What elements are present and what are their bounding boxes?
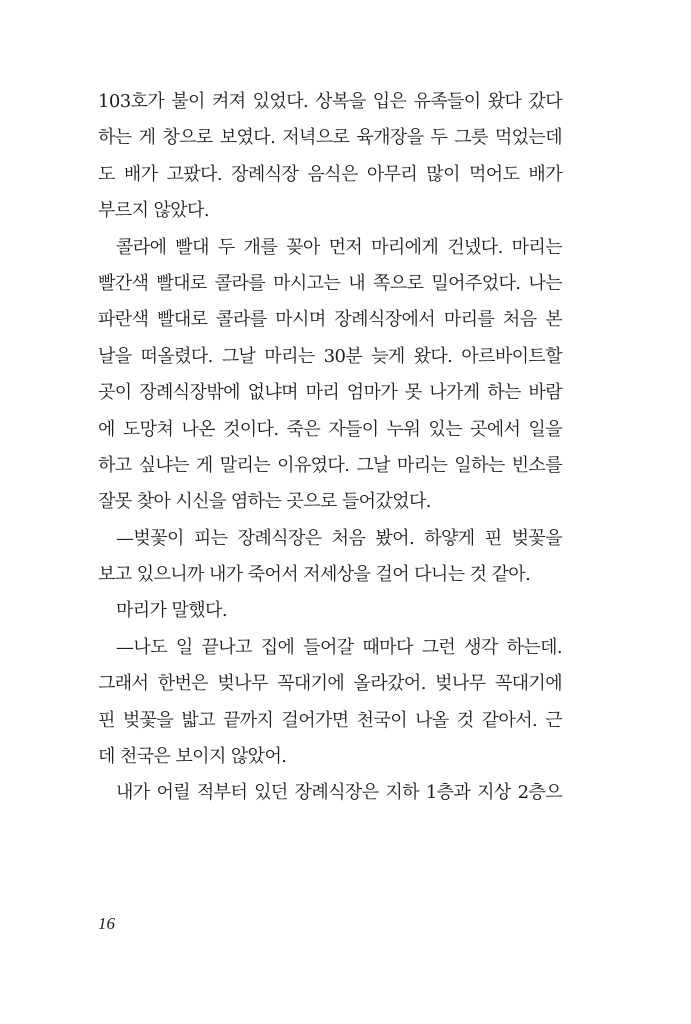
text-line: 에 도망쳐 나온 것이다. 죽은 자들이 누워 있는 곳에서 일을 xyxy=(98,418,562,440)
text-line: 부르지 않았다. xyxy=(98,200,209,222)
text-line: 데 천국은 보이지 않았어. xyxy=(98,746,287,768)
page-body xyxy=(98,84,562,812)
text-line: 곳이 장례식장밖에 없냐며 마리 엄마가 못 나가게 하는 바람 xyxy=(98,382,562,404)
text-line: 핀 벚꽃을 밟고 끝까지 걸어가면 천국이 나올 것 같아서. 근 xyxy=(98,709,562,731)
text-line: 하고 싶냐는 게 말리는 이유였다. 그날 마리는 일하는 빈소를 xyxy=(98,454,562,476)
text-line: 파란색 빨대로 콜라를 마시며 장례식장에서 마리를 처음 본 xyxy=(98,309,562,331)
text-line: 하는 게 창으로 보였다. 저녁으로 육개장을 두 그릇 먹었는데 xyxy=(98,127,562,149)
text-line: 보고 있으니까 내가 죽어서 저세상을 걸어 다니는 것 같아. xyxy=(98,564,531,586)
text-line: 103호가 불이 켜져 있었다. 상복을 입은 유족들이 왔다 갔다 xyxy=(98,91,562,112)
text-line: 마리가 말했다. xyxy=(116,600,227,622)
text-line: 빨간색 빨대로 콜라를 마시고는 내 쪽으로 밀어주었다. 나는 xyxy=(98,272,562,294)
text-line: 도 배가 고팠다. 장례식장 음식은 아무리 많이 먹어도 배가 xyxy=(98,163,562,185)
text-line: —벚꽃이 피는 장례식장은 처음 봤어. 하얗게 핀 벚꽃을 xyxy=(116,527,562,549)
text-line: 콜라에 빨대 두 개를 꽂아 먼저 마리에게 건넸다. 마리는 xyxy=(116,236,562,258)
text-line: 잘못 찾아 시신을 염하는 곳으로 들어갔었다. xyxy=(98,491,431,513)
text-line: 그래서 한번은 벚나무 꼭대기에 올라갔어. 벚나무 꼭대기에 xyxy=(98,673,562,695)
text-line: 날을 떠올렸다. 그날 마리는 30분 늦게 왔다. 아르바이트할 xyxy=(98,345,562,367)
text-line: —나도 일 끝나고 집에 들어갈 때마다 그런 생각 하는데. xyxy=(116,636,562,658)
text-line: 내가 어릴 적부터 있던 장례식장은 지하 1층과 지상 2층으 xyxy=(116,782,562,804)
page-number: 16 xyxy=(98,914,115,933)
